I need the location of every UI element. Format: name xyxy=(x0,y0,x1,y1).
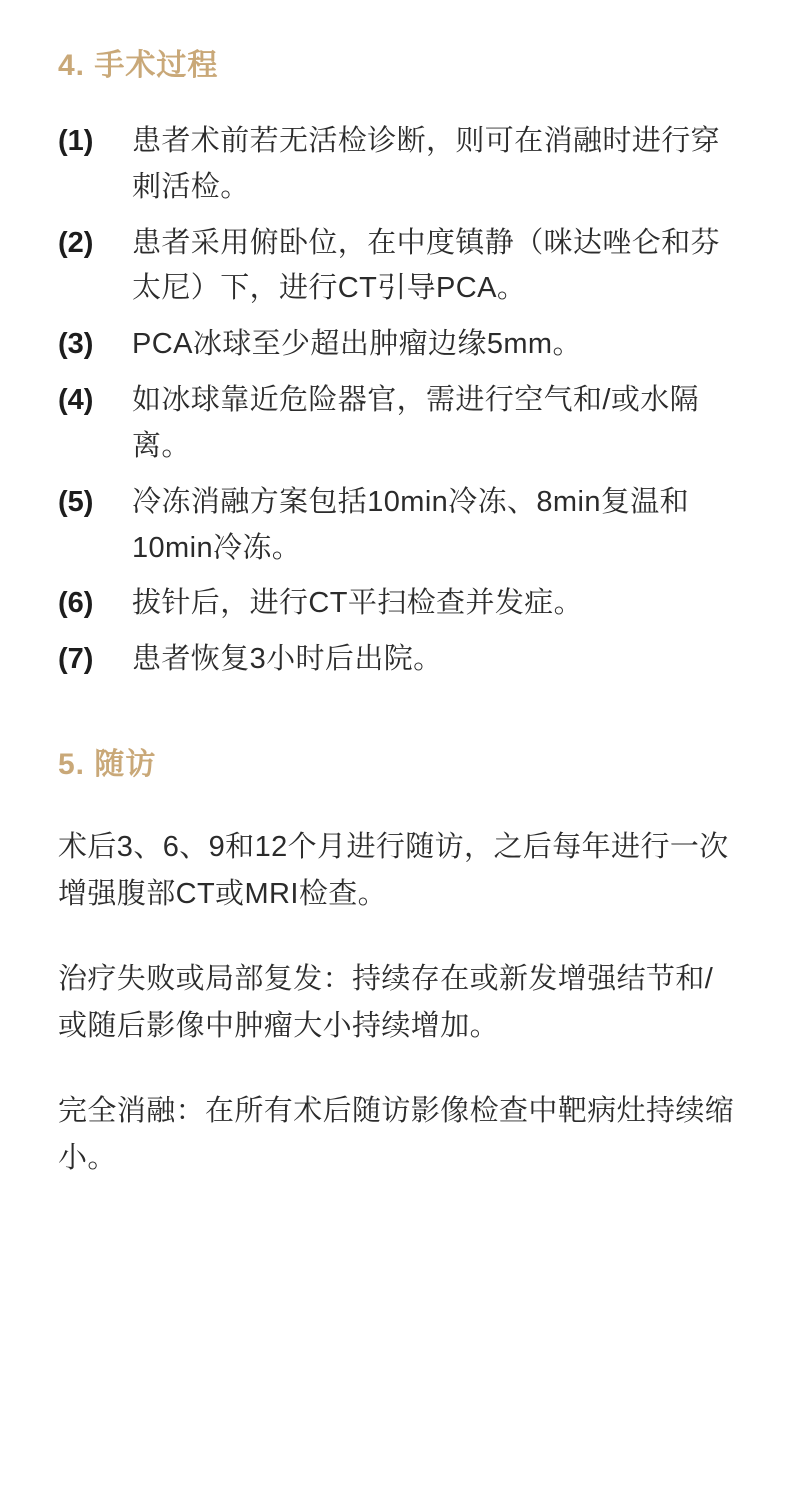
followup-paragraph-failure: 治疗失败或局部复发：持续存在或新发增强结节和/或随后影像中肿瘤大小持续增加。 xyxy=(58,962,714,1042)
procedure-steps-list xyxy=(58,119,742,683)
list-item xyxy=(58,119,742,211)
list-item xyxy=(58,378,742,470)
list-item xyxy=(58,322,742,368)
list-item-text: 患者术前若无活检诊断，则可在消融时进行穿刺活检。 xyxy=(132,125,721,203)
list-item-text: 如冰球靠近危险器官，需进行空气和/或水隔离。 xyxy=(132,384,700,462)
list-item xyxy=(58,637,742,683)
list-item xyxy=(58,221,742,313)
list-item-marker: (3) xyxy=(58,328,94,361)
list-item-marker: (1) xyxy=(58,125,94,157)
list-item-marker: (6) xyxy=(58,587,94,620)
list-item-marker: (4) xyxy=(58,384,94,417)
list-item-text: 冷冻消融方案包括10min冷冻、8min复温和10min冷冻。 xyxy=(132,485,690,564)
list-item-text: 拔针后，进行CT平扫检查并发症。 xyxy=(132,587,584,620)
list-item-marker: (2) xyxy=(58,226,94,259)
followup-paragraph-complete-ablation: 完全消融：在所有术后随访影像检查中靶病灶持续缩小。 xyxy=(58,1094,735,1174)
section-heading-procedure: 4. 手术过程 xyxy=(58,49,219,82)
list-item-marker: (5) xyxy=(58,485,94,518)
list-item-marker: (7) xyxy=(58,643,94,676)
list-item-text: 患者恢复3小时后出院。 xyxy=(132,643,443,676)
list-item xyxy=(58,581,742,627)
list-item-text: PCA冰球至少超出肿瘤边缘5mm。 xyxy=(132,328,582,361)
list-item-text: 患者采用俯卧位，在中度镇静（咪达唑仑和芬太尼）下，进行CT引导PCA。 xyxy=(132,226,721,305)
followup-paragraph-schedule: 术后3、6、9和12个月进行随访，之后每年进行一次增强腹部CT或MRI检查。 xyxy=(58,830,729,910)
section-heading-followup: 5. 随访 xyxy=(58,747,157,781)
list-item xyxy=(58,480,742,572)
